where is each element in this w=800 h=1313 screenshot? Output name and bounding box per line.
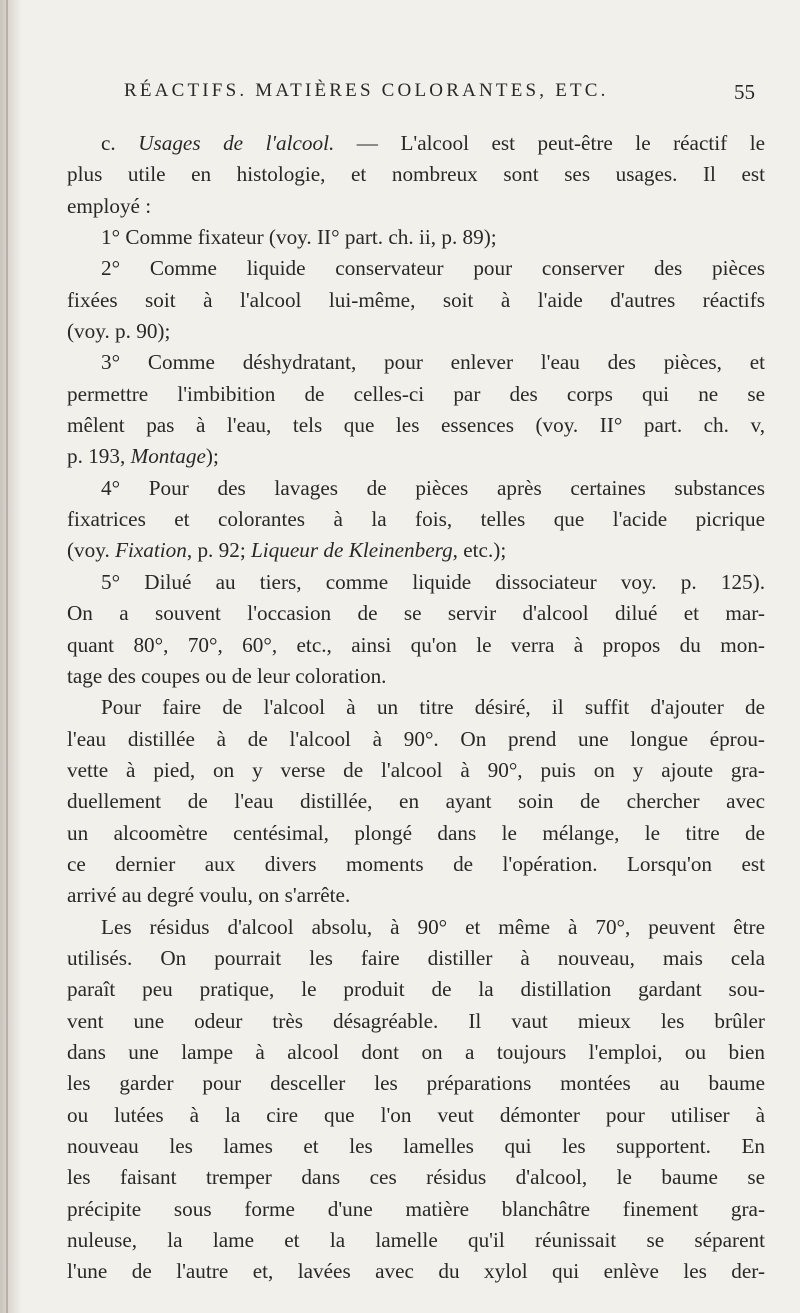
text-line: [67, 724, 765, 755]
text-line: [67, 1162, 765, 1193]
text-segment: employé :: [67, 193, 152, 218]
text-line: [67, 253, 765, 284]
text-line: [67, 473, 765, 504]
text-line: [67, 347, 765, 378]
text-segment: l'une de l'autre et, lavées avec du xylol qui enlève les der-: [67, 1259, 765, 1284]
text-segment: vette à pied, on y verse de l'alcool à 90°, puis on y ajoute gra-: [67, 757, 765, 782]
text-line: [67, 1194, 765, 1225]
text-segment: c.: [101, 131, 139, 155]
text-segment: (voy. p. 90);: [67, 319, 171, 344]
text-segment: fixées soit à l'alcool lui-même, soit à l'aide d'autres réactifs: [67, 287, 765, 312]
text-line: [67, 1131, 765, 1162]
text-segment: nuleuse, la lame et la lamelle qu'il réunissait se séparent: [67, 1228, 765, 1253]
text-segment: , etc.);: [452, 538, 507, 563]
text-segment: permettre l'imbibition de celles-ci par des corps qui ne se: [67, 381, 765, 406]
text-segment: arrivé au degré voulu, on s'arrête.: [67, 883, 351, 908]
text-segment: les faisant tremper dans ces résidus d'alcool, le baume se: [67, 1165, 765, 1190]
text-line: [67, 1256, 765, 1287]
text-line: [67, 504, 765, 535]
page-number: 55: [734, 80, 755, 104]
text-line: [67, 222, 765, 253]
text-segment: l'eau distillée à de l'alcool à 90°. On prend une longue éprou-: [67, 726, 765, 751]
text-line: [67, 191, 765, 222]
text-segment: 4° Pour des lavages de pièces après certaines substances: [101, 475, 765, 500]
text-segment: quant 80°, 70°, 60°, etc., ainsi qu'on le verra à propos du mon-: [67, 632, 765, 657]
text-line: [67, 661, 765, 692]
italic-text: Liqueur de Kleinenberg: [251, 538, 453, 563]
text-segment: vent une odeur très désagréable. Il vaut mieux les brûler: [67, 1008, 765, 1033]
text-segment: ce dernier aux divers moments de l'opération. Lorsqu'on est: [67, 851, 765, 876]
text-line: [67, 880, 765, 911]
text-segment: plus utile en histologie, et nombreux sont ses usages. Il est: [67, 162, 765, 187]
text-line: [67, 943, 765, 974]
italic-text: Montage: [130, 444, 206, 469]
italic-text: Fixation: [115, 538, 187, 563]
text-segment: dans une lampe à alcool dont on a toujours l'emploi, ou bien: [67, 1039, 765, 1064]
text-line: [67, 974, 765, 1005]
text-segment: Les résidus d'alcool absolu, à 90° et même à 70°, peuvent être: [101, 914, 765, 939]
page-header: [60, 80, 760, 110]
text-line: [67, 1225, 765, 1256]
text-segment: );: [205, 444, 219, 469]
text-segment: 3° Comme déshydratant, pour enlever l'eau des pièces, et: [101, 350, 765, 375]
text-line: [67, 285, 765, 316]
running-head: RÉACTIFS. MATIÈRES COLORANTES, ETC.: [124, 80, 609, 101]
text-segment: 1° Comme fixateur (voy. II° part. ch. ii, p. 89);: [101, 225, 497, 250]
text-segment: duellement de l'eau distillée, en ayant soin de chercher avec: [67, 789, 765, 814]
text-segment: mêlent pas à l'eau, tels que les essences (voy. II° part. ch. v,: [67, 413, 765, 438]
text-line: [67, 630, 765, 661]
text-line: [67, 818, 765, 849]
text-line: [67, 159, 765, 190]
italic-text: Usages de l'alcool.: [138, 131, 335, 155]
text-segment: , p. 92;: [186, 538, 252, 563]
text-segment: ou lutées à la cire que l'on veut démonter pour utiliser à: [67, 1102, 765, 1127]
binding-shadow-line: [6, 0, 8, 1313]
text-line: [67, 1006, 765, 1037]
text-segment: p. 193,: [67, 444, 131, 469]
text-segment: paraît peu pratique, le produit de la distillation gardant sou-: [67, 977, 765, 1002]
body-text: [67, 128, 765, 1288]
text-line: [67, 535, 765, 566]
text-line: [67, 786, 765, 817]
text-segment: On a souvent l'occasion de se servir d'alcool dilué et mar-: [67, 601, 765, 626]
text-segment: Pour faire de l'alcool à un titre désiré, il suffit d'ajouter de: [101, 695, 765, 720]
text-line: [67, 598, 765, 629]
page-binding-edge: [0, 0, 22, 1313]
text-line: [67, 410, 765, 441]
text-line: [67, 1068, 765, 1099]
text-segment: fixatrices et colorantes à la fois, telles que l'acide picrique: [67, 507, 765, 532]
text-segment: les garder pour desceller les préparations montées au baume: [67, 1071, 765, 1096]
text-line: [67, 128, 765, 159]
text-segment: nouveau les lames et les lamelles qui les supportent. En: [67, 1134, 765, 1158]
text-segment: précipite sous forme d'une matière blanchâtre finement gra-: [67, 1196, 765, 1221]
text-line: [67, 379, 765, 410]
text-segment: tage des coupes ou de leur coloration.: [67, 663, 387, 688]
text-line: [67, 692, 765, 723]
text-segment: — L'alcool est peut-être le réactif le: [334, 131, 765, 155]
text-line: [67, 441, 765, 472]
text-segment: 2° Comme liquide conservateur pour conserver des pièces: [101, 256, 765, 281]
text-segment: 5° Dilué au tiers, comme liquide dissociateur voy. p. 125).: [101, 569, 765, 594]
text-line: [67, 1100, 765, 1131]
text-segment: un alcoomètre centésimal, plongé dans le mélange, le titre de: [67, 820, 765, 845]
text-line: [67, 567, 765, 598]
text-line: [67, 849, 765, 880]
text-segment: utilisés. On pourrait les faire distiller à nouveau, mais cela: [67, 945, 765, 970]
text-line: [67, 316, 765, 347]
text-line: [67, 1037, 765, 1068]
text-segment: (voy.: [67, 538, 116, 563]
text-line: [67, 912, 765, 943]
text-line: [67, 755, 765, 786]
